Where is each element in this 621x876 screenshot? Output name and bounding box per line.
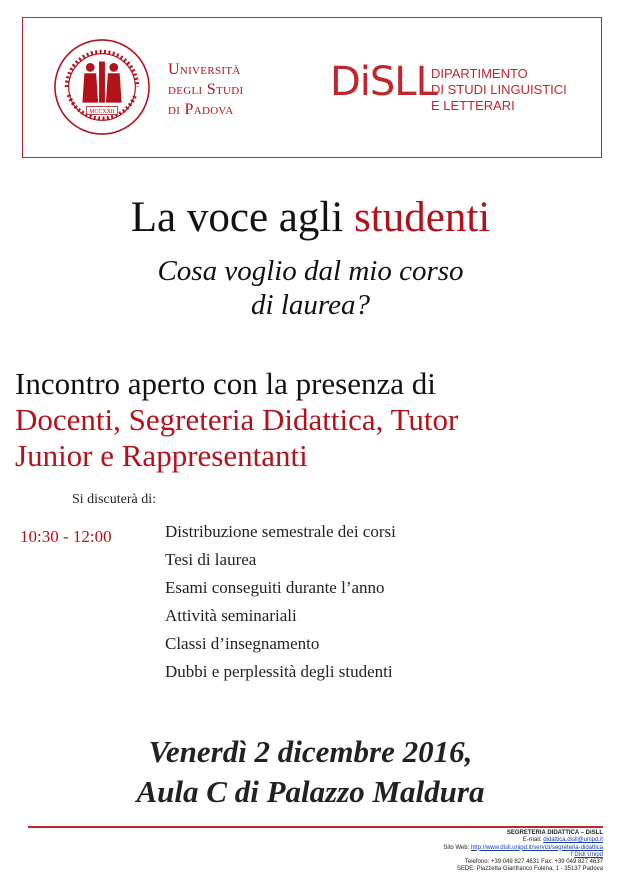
footer-phone: Telefono: +39 049 827 4631 Fax: +39 049 827 4637 [464, 859, 603, 866]
department-name [431, 66, 567, 114]
poster-subtitle [0, 254, 621, 322]
agenda-time: 10:30 - 12:00 [20, 527, 112, 546]
event-details [0, 732, 621, 812]
header-box [22, 17, 602, 158]
footer-address: SEDE: Piazzetta Gianfranco Folena, 1 - 35137 Padova [456, 866, 603, 873]
footer-web-row [443, 845, 603, 852]
meeting-description [15, 366, 458, 474]
university-name [168, 60, 243, 120]
agenda-topic: Attività seminariali [165, 606, 297, 625]
department-name-line-3: E LETTERARI [431, 98, 515, 113]
event-place: Aula C di Palazzo Maldura [136, 774, 485, 809]
meeting-line-1: Incontro aperto con la presenza di [15, 366, 436, 401]
title-part-1: La voce agli [130, 194, 355, 241]
footer-email-link[interactable]: didattica.disll@unipd.it [543, 837, 603, 844]
agenda-topic: Esami conseguiti durante l’anno [165, 578, 385, 597]
seal-year: MCCXXII [89, 108, 115, 115]
footer-contacts [443, 830, 603, 874]
footer-email-row [443, 837, 603, 844]
university-name-line-3: di Padova [168, 101, 234, 118]
event-date: Venerdì 2 dicembre 2016, [148, 734, 473, 769]
department-name-line-1: DIPARTIMENTO [431, 66, 528, 81]
agenda-topic: Classi d’insegnamento [165, 634, 320, 653]
footer-facebook-row [443, 852, 603, 859]
agenda-intro: Si discuterà di: [72, 492, 156, 507]
meeting-line-2: Docenti, Segreteria Didattica, Tutor [15, 402, 459, 437]
agenda-topic: Tesi di laurea [165, 550, 257, 569]
department-name-line-2: DI STUDI LINGUISTICI [431, 82, 567, 97]
footer-facebook-link[interactable]: Disll Unipd [574, 851, 603, 858]
disll-logo: DiSLL [330, 59, 437, 105]
title-highlight: studenti [354, 194, 491, 241]
footer-divider [28, 826, 603, 828]
agenda-topic: Dubbi e perplessità degli studenti [165, 662, 393, 681]
agenda-topic-list [165, 518, 396, 686]
poster-title [0, 192, 621, 244]
subtitle-line-2: di laurea? [251, 289, 370, 321]
university-name-line-2: degli Studi [168, 81, 244, 98]
footer-web-label: Sito Web: [443, 844, 471, 851]
footer-email-label: E-mail: [522, 837, 544, 844]
footer-web-link[interactable]: http://www.disll.unipd.it/servizi/segreteria-didattica [470, 844, 603, 851]
subtitle-line-1: Cosa voglio dal mio corso [157, 255, 464, 287]
university-name-line-1: Università [168, 61, 241, 78]
meeting-line-3: Junior e Rappresentanti [15, 438, 308, 473]
agenda-topic: Distribuzione semestrale dei corsi [165, 522, 396, 541]
university-seal-logo [53, 38, 151, 136]
facebook-icon: f [570, 851, 575, 858]
footer-office: SEGRETERIA DIDATTICA – DiSLL [506, 830, 603, 836]
